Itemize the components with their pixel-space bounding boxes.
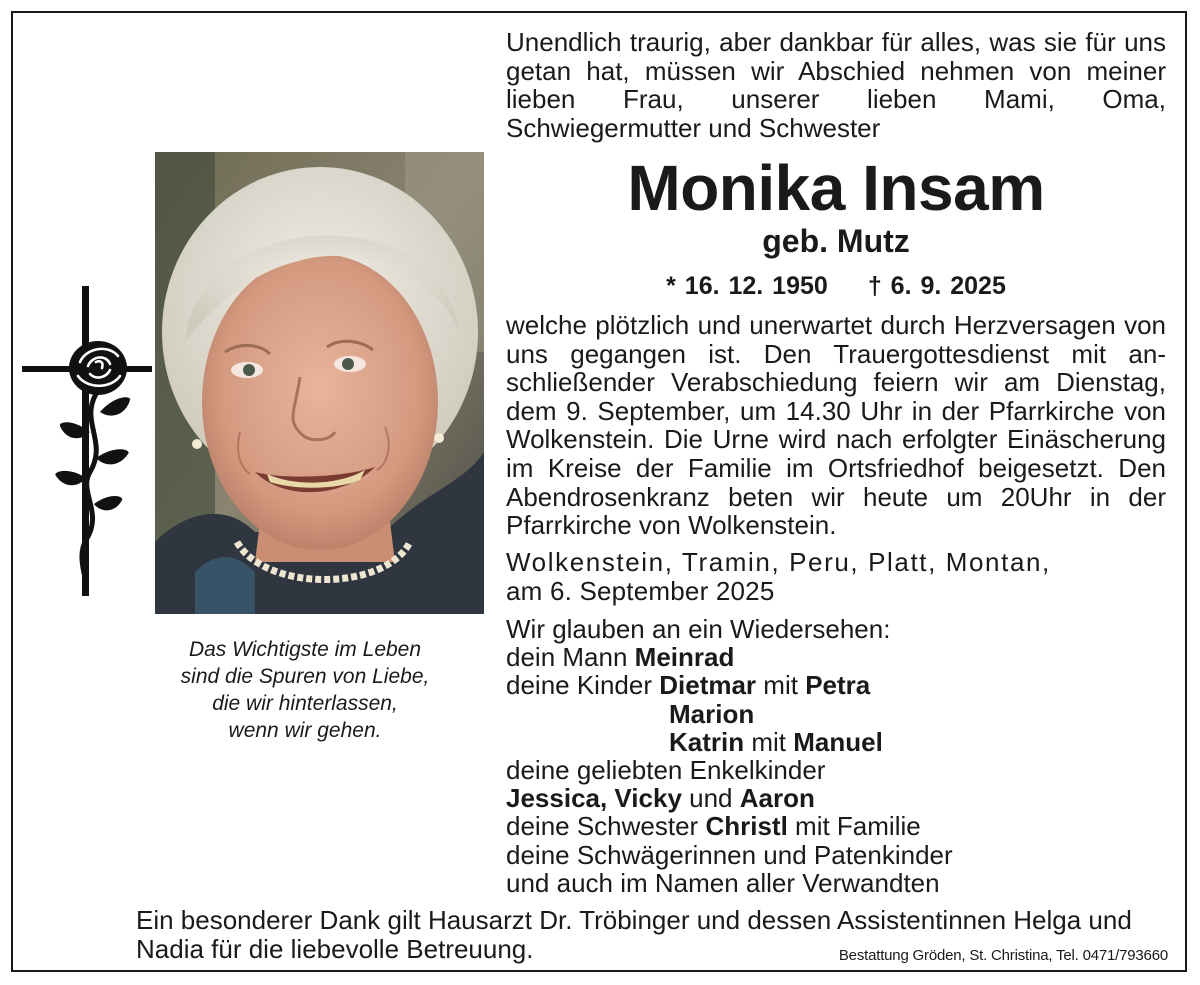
portrait-photo: [155, 152, 484, 614]
death-date: † 6. 9. 2025: [867, 272, 1006, 300]
birth-date: * 16. 12. 1950: [666, 272, 828, 300]
place-and-date: [506, 548, 1166, 606]
mourner-children: deine Kinder Dietmar mit Petra: [506, 670, 871, 701]
grandchildren-names: Jessica, Vicky und Aaron: [506, 783, 815, 814]
mourner-in-laws: deine Schwägerinnen und Patenkinder: [506, 839, 953, 870]
mourners-list: [506, 615, 1166, 897]
mourner-relatives: und auch im Namen aller Verwandten: [506, 867, 940, 898]
mourner-child-2: Marion: [669, 698, 755, 729]
announcement-text: welche plötzlich und unerwartet durch Herzversagen von uns gegangen ist. Den Trauergottesdienst mit anschließender Verabschiedung feiern wir am Dienstag, dem 9. September, um 14.30 Uhr in der Pfarrkirche von Wolkenstein. Die Urne wird nach erfolgter Einäscherung im Kreise der Familie im Ortsfriedhof beigesetzt. Den Abendrosenkranz beten wir heute um 20Uhr in der Pfarrkirche von Wolkenstein.: [506, 310, 1166, 541]
mourner-husband: dein Mann Meinrad: [506, 642, 735, 673]
grandchildren-label: deine geliebten Enkelkinder: [506, 754, 826, 785]
cross-with-rose-icon: [20, 282, 156, 600]
thanks-text: Ein besonderer Dank gilt Hausarzt Dr. Tröbinger und dessen Assistentinnen Helga und Nadia für die liebevolle Betreuung.: [136, 905, 1132, 964]
intro-text: Unendlich traurig, aber dankbar für alles, was sie für uns getan hat, müssen wir Abschied nehmen von meiner lieben Frau, unserer lieben Mami, Oma, Schwiegermutter und Schwester: [506, 27, 1166, 143]
date-line: am 6. September 2025: [506, 576, 775, 606]
deceased-name: Monika Insam: [627, 152, 1045, 224]
life-dates: [506, 270, 1166, 302]
memorial-quote: Das Wichtigste im Leben sind die Spuren von Liebe, die wir hinterlassen, wenn wir gehen.: [180, 638, 430, 742]
mourners-heading: Wir glauben an ein Wiedersehen:: [506, 614, 891, 644]
mourner-child-3: Katrin mit Manuel: [669, 726, 883, 757]
funeral-home-info: Bestattung Gröden, St. Christina, Tel. 0471/793660: [838, 947, 1168, 964]
mourner-sister: deine Schwester Christl mit Familie: [506, 811, 921, 842]
maiden-name: geb. Mutz: [762, 223, 910, 259]
place-line: Wolkenstein, Tramin, Peru, Platt, Montan,: [506, 547, 1051, 577]
